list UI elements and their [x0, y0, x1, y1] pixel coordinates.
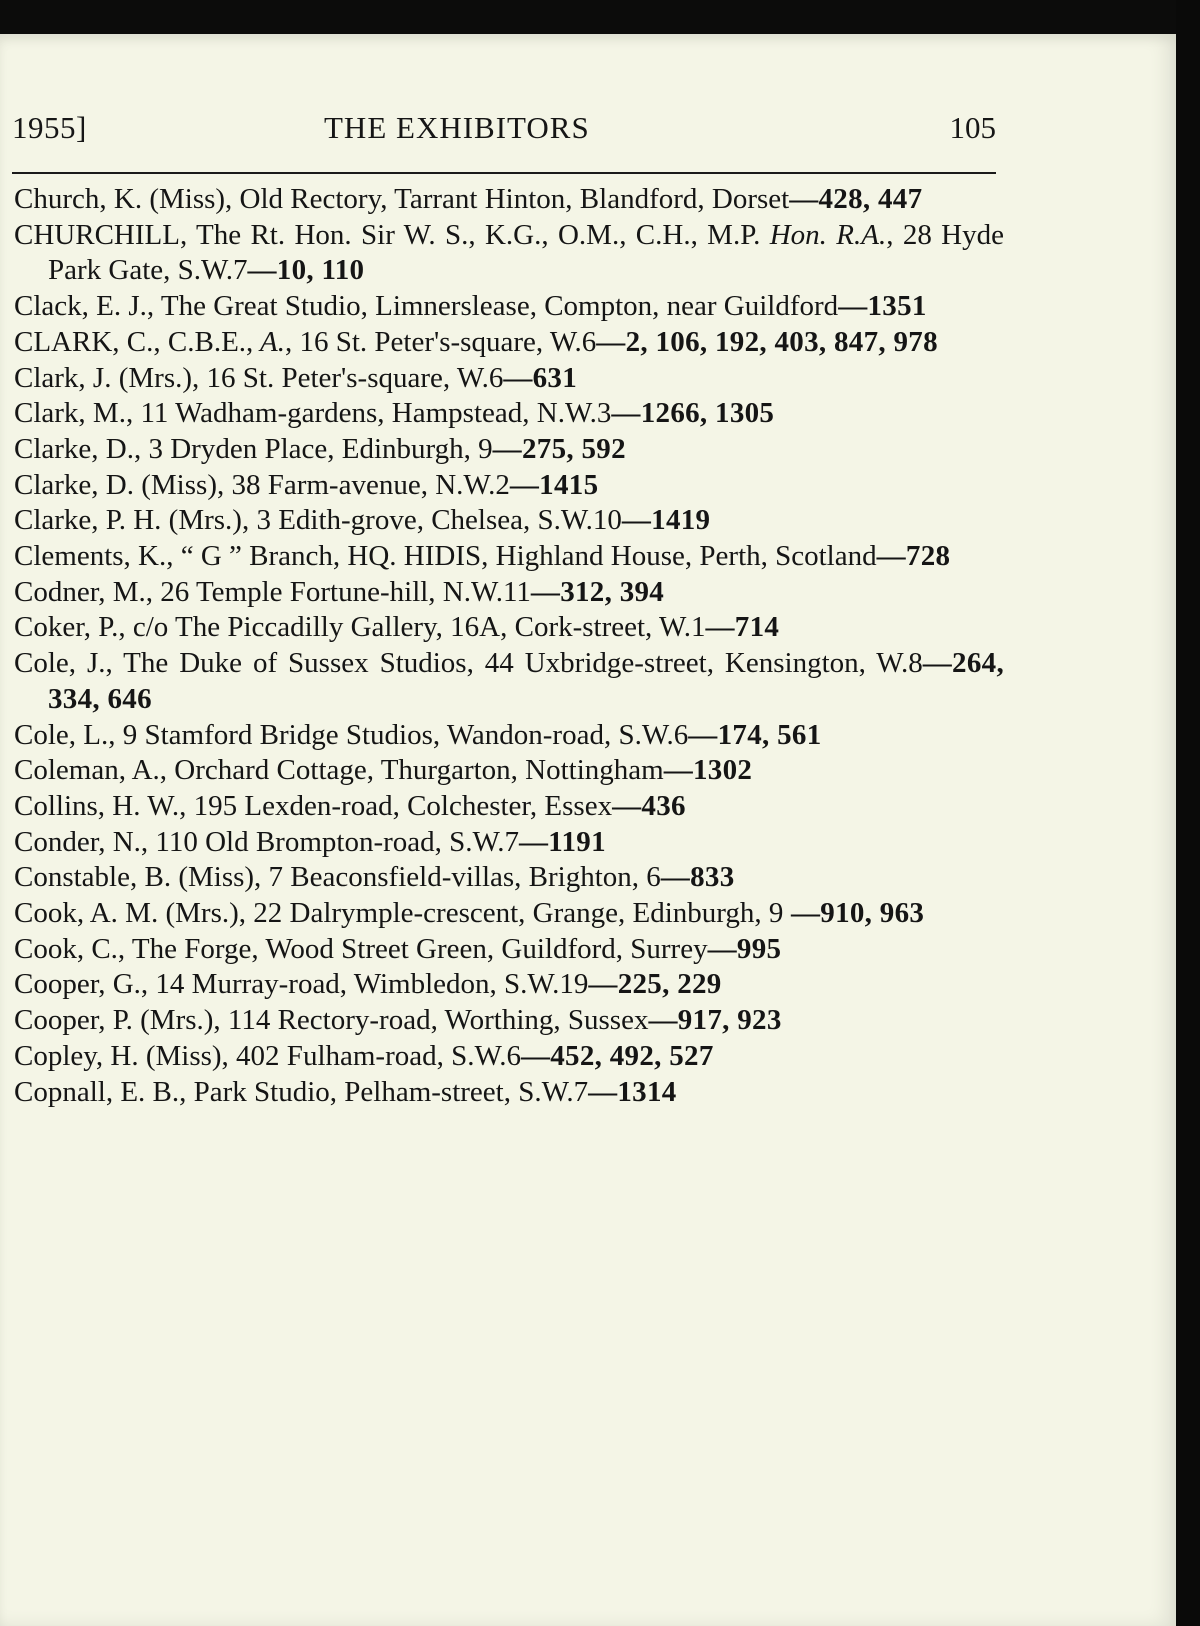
exhibitor-entry [14, 503, 1004, 539]
header-year: 1955] [12, 110, 87, 145]
exhibit-numbers: —1302 [663, 754, 753, 787]
exhibit-numbers: —275, 592 [492, 432, 626, 465]
exhibitor-name-address: Clack, E. J., The Great Studio, Limnerslease, Compton, near Guildford [14, 290, 839, 323]
exhibitor-address: , 16 St. Peter's-square, W.6 [284, 325, 597, 358]
exhibitor-entry [14, 825, 1004, 861]
exhibitor-entry [14, 646, 1004, 717]
exhibitor-entry [14, 789, 1004, 825]
exhibitor-name-address: Church, K. (Miss), Old Rectory, Tarrant Hinton, Blandford, Dorset [14, 183, 790, 215]
exhibitor-name-address: Cooper, G., 14 Murray-road, Wimbledon, S.W.19 [14, 968, 589, 1001]
exhibitor-name-address: Cole, J., The Duke of Sussex Studios, 44 Uxbridge-street, Kensington, W.8 [14, 647, 923, 680]
exhibitor-name-address: Collins, H. W., 195 Lexden-road, Colchester, Essex [14, 789, 613, 822]
exhibitor-name-address: CLARK, C., C.B.E., [14, 325, 254, 358]
exhibit-numbers: —428, 447 [789, 183, 923, 215]
header-title: THE EXHIBITORS [324, 110, 590, 145]
exhibit-numbers: —1266, 1305 [611, 397, 775, 430]
exhibitor-name-address: Cook, C., The Forge, Wood Street Green, Guildford, Surrey [14, 932, 708, 965]
exhibitor-entry [14, 718, 1004, 754]
exhibitor-name-address: Clark, M., 11 Wadham-gardens, Hampstead, N.W.3 [14, 397, 612, 430]
exhibitor-name-address: Coleman, A., Orchard Cottage, Thurgarton, Nottingham [14, 754, 664, 787]
exhibitor-name-address: Copnall, E. B., Park Studio, Pelham-street, S.W.7 [14, 1075, 589, 1108]
exhibitor-entry [14, 396, 1004, 432]
exhibitor-name-address: Constable, B. (Miss), 7 Beaconsfield-villas, Brighton, 6 [14, 861, 661, 894]
exhibitor-name-address: CHURCHILL, The Rt. Hon. Sir W. S., K.G., O.M., C.H., M.P. [14, 218, 761, 251]
exhibit-numbers: —1415 [509, 468, 599, 501]
exhibitor-list [14, 182, 1004, 1110]
exhibitor-honour: A. [253, 325, 285, 358]
exhibit-numbers: —631 [503, 361, 578, 394]
exhibitor-entry [14, 610, 1004, 646]
exhibitor-entry [14, 1003, 1004, 1039]
exhibitor-name-address: Clarke, D., 3 Dryden Place, Edinburgh, 9 [14, 432, 493, 465]
page-number: 105 [949, 110, 996, 145]
exhibit-numbers: —225, 229 [588, 968, 722, 1001]
exhibitor-name-address: Clark, J. (Mrs.), 16 St. Peter's-square, W.6 [14, 361, 504, 394]
exhibitor-name-address: Conder, N., 110 Old Brompton-road, S.W.7 [14, 825, 519, 858]
exhibit-numbers: —1419 [621, 504, 711, 537]
exhibitor-entry [14, 182, 1004, 218]
exhibit-numbers: —264, 334, 646 [48, 647, 1004, 715]
exhibitor-name-address: Cooper, P. (Mrs.), 114 Rectory-road, Worthing, Sussex [14, 1004, 649, 1037]
exhibitor-address: , 28 Hyde Park Gate, S.W.7 [48, 218, 1004, 287]
exhibitor-entry [14, 1039, 1004, 1075]
exhibitor-honour: Hon. R.A. [760, 218, 887, 251]
exhibit-numbers: —2, 106, 192, 403, 847, 978 [596, 325, 938, 358]
exhibitor-entry [14, 575, 1004, 611]
exhibit-numbers: —1191 [518, 825, 606, 858]
running-header [12, 110, 996, 154]
exhibitor-entry [14, 468, 1004, 504]
exhibit-numbers: —174, 561 [688, 718, 822, 751]
exhibit-numbers: —917, 923 [648, 1004, 782, 1037]
exhibitor-entry [14, 1075, 1004, 1111]
exhibitor-name-address: Codner, M., 26 Temple Fortune-hill, N.W.11 [14, 575, 531, 608]
exhibitor-entry [14, 432, 1004, 468]
exhibitor-entry [14, 860, 1004, 896]
exhibit-numbers: —995 [707, 932, 782, 965]
exhibitor-entry [14, 289, 1004, 325]
exhibit-numbers: —728 [876, 540, 951, 573]
exhibit-numbers: —714 [705, 611, 780, 644]
exhibitor-entry [14, 361, 1004, 397]
exhibitor-name-address: Clements, K., “ G ” Branch, HQ. HIDIS, Highland House, Perth, Scotland [14, 540, 877, 573]
exhibitor-entry [14, 896, 1004, 932]
exhibit-numbers: —10, 110 [247, 254, 365, 287]
exhibitor-name-address: Clarke, D. (Miss), 38 Farm-avenue, N.W.2 [14, 468, 510, 501]
exhibit-numbers: —910, 963 [783, 897, 925, 930]
exhibit-numbers: —1351 [838, 290, 927, 323]
exhibitor-name-address: Copley, H. (Miss), 402 Fulham-road, S.W.6 [14, 1039, 521, 1072]
exhibit-numbers: —1314 [588, 1075, 677, 1108]
exhibit-numbers: —452, 492, 527 [520, 1039, 714, 1072]
exhibitor-name-address: Cole, L., 9 Stamford Bridge Studios, Wandon-road, S.W.6 [14, 718, 689, 751]
exhibitor-name-address: Cook, A. M. (Mrs.), 22 Dalrymple-crescent, Grange, Edinburgh, 9 [14, 897, 784, 930]
exhibitor-entry [14, 539, 1004, 575]
exhibitor-entry [14, 218, 1004, 289]
exhibit-numbers: —312, 394 [530, 575, 665, 608]
exhibit-numbers: —436 [612, 789, 686, 822]
exhibitor-entry [14, 753, 1004, 789]
exhibitor-entry [14, 967, 1004, 1003]
exhibit-numbers: —833 [660, 861, 735, 894]
header-rule [12, 172, 996, 174]
exhibitor-entry [14, 325, 1004, 361]
page-edge-shadow [1176, 0, 1200, 1626]
exhibitor-name-address: Clarke, P. H. (Mrs.), 3 Edith-grove, Chelsea, S.W.10 [14, 504, 622, 537]
exhibitor-entry [14, 932, 1004, 968]
exhibitor-name-address: Coker, P., c/o The Piccadilly Gallery, 16A, Cork-street, W.1 [14, 611, 706, 644]
